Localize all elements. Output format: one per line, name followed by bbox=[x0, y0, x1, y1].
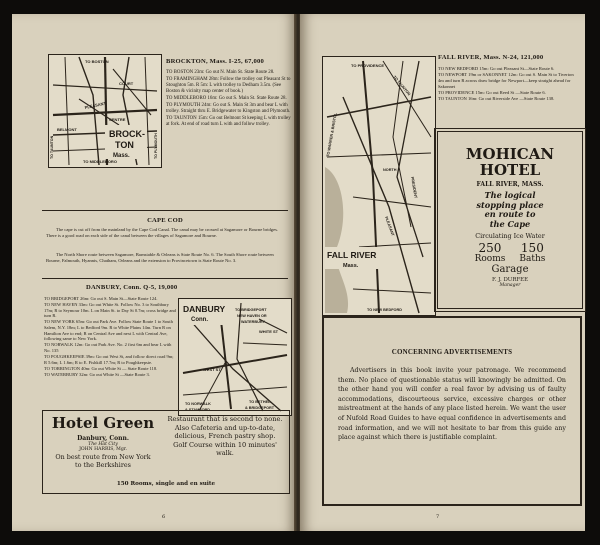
svg-text:Mass.: Mass. bbox=[343, 263, 359, 269]
brockton-map-graphic bbox=[49, 55, 161, 167]
svg-text:DANBURY: DANBURY bbox=[183, 304, 226, 314]
left-page bbox=[12, 14, 296, 531]
hotel-green-left bbox=[45, 415, 161, 469]
baths-label: Baths bbox=[519, 254, 546, 265]
svg-text:COURT: COURT bbox=[119, 81, 134, 86]
slogan-line: en route to bbox=[484, 209, 536, 220]
route-item: TO NEW HAVEN 33m: Go out White St. Follow No. 3 to Southbury 17m; R to Seymour 10m. L on Main St. to Day St 0.7m; cross bridge and turn R. bbox=[44, 302, 176, 319]
svg-text:WHITE ST: WHITE ST bbox=[259, 329, 279, 334]
page-number-left: 6 bbox=[162, 514, 166, 520]
svg-text:WEST ST: WEST ST bbox=[203, 367, 221, 372]
svg-text:TO BETHEL: TO BETHEL bbox=[249, 400, 271, 404]
route-item: TO BRIDGEPORT 26m: Go out S. Main St—State Route 124. bbox=[44, 296, 158, 301]
svg-text:TO NORWALK: TO NORWALK bbox=[185, 402, 211, 406]
route-item: TO NORWALK 12m: Go out Park Ave. No. 2 first 6m and bear L with No. 135 bbox=[44, 342, 172, 353]
hotel-green-tagline: The Hat City bbox=[88, 442, 118, 447]
mohican-slogan bbox=[438, 191, 582, 229]
svg-text:& STAMFORD: & STAMFORD bbox=[185, 408, 211, 412]
hotel-green-footer: 150 Rooms, single and en suite bbox=[116, 481, 216, 487]
svg-text:TO PROVIDENCE: TO PROVIDENCE bbox=[351, 63, 385, 68]
route-item: TO TAUNTON 15m: Go out Belmont St keeping L with trolley at fork. At end of road turn L with and follow trolley. bbox=[166, 116, 291, 128]
hotel-green-description: Restaurant that is second to none. Also Cafeteria and up-to-date, delicious, French pastry shop. Golf Course within 10 minutes' walk. bbox=[167, 415, 283, 458]
hotel-green-proprietor: JOHN HARRIS, Mgr. bbox=[79, 447, 127, 452]
mohican-name-line-2: HOTEL bbox=[479, 161, 541, 179]
page-number-right: 7 bbox=[436, 514, 440, 520]
svg-text:TO PLYMOUTH: TO PLYMOUTH bbox=[154, 133, 158, 159]
mohican-city: FALL RIVER, MASS. bbox=[476, 181, 544, 188]
svg-text:Conn.: Conn. bbox=[191, 317, 208, 323]
advertisements-notice bbox=[322, 316, 582, 506]
hotel-green-city: Danbury, Conn. bbox=[77, 435, 129, 442]
svg-text:NORTH: NORTH bbox=[383, 168, 397, 172]
divider bbox=[42, 210, 288, 211]
fall-river-map-graphic bbox=[323, 57, 435, 315]
svg-text:PLEASANT: PLEASANT bbox=[384, 215, 395, 237]
slogan-line: The logical bbox=[484, 190, 536, 200]
svg-text:PLEASANT: PLEASANT bbox=[84, 100, 107, 110]
right-page bbox=[300, 14, 585, 531]
advertisements-heading: CONCERNING ADVERTISEMENTS bbox=[391, 348, 513, 356]
svg-text:NEW HAVEN OR: NEW HAVEN OR bbox=[237, 314, 267, 318]
advertisements-body: Advertisers in this book invite your patronage. We recommend them. No place of questionable status will knowingly be admitted. On the other hand you will confer a real favor by advising us of faulty accommodations, discourteous service, excessive charges or other mistreatment at the hands of any place listed herein. We want the user of Nufold Road Guides to have equal confidence in advertisements and road information, and we will not hesitate to bar from this guide any place against which there is justifiable complaint. bbox=[338, 367, 566, 442]
svg-text:TO NEW BEDFORD: TO NEW BEDFORD bbox=[367, 308, 402, 312]
route-item: TO WATERBURY 32m: Go out White St —State Route 3. bbox=[44, 371, 150, 377]
hotel-green-name: Hotel Green bbox=[51, 414, 155, 432]
route-item: TO TORRINGTON 40m: Go out White St — State Route 118. bbox=[44, 365, 158, 371]
svg-text:TON: TON bbox=[115, 140, 134, 150]
route-item: TO MIDDLEBORO 16m: Go out S. Main St. State Route 28. bbox=[166, 96, 287, 102]
svg-text:TO BOSTON: TO BOSTON bbox=[85, 59, 109, 64]
baths-number: 150 bbox=[520, 241, 544, 256]
danbury-map bbox=[178, 298, 292, 416]
svg-text:Mass.: Mass. bbox=[113, 153, 130, 159]
fall-river-header: FALL RIVER, Mass. N-24, 121,000 bbox=[438, 54, 544, 61]
svg-text:BELMONT: BELMONT bbox=[57, 127, 77, 132]
brockton-map bbox=[48, 54, 162, 168]
mohican-manager-title: Manager bbox=[499, 283, 521, 289]
fall-river-map bbox=[322, 56, 436, 316]
slogan-line: the Cape bbox=[489, 218, 531, 229]
mohican-hotel-ad bbox=[434, 128, 586, 312]
svg-text:& BRIDGEPORT: & BRIDGEPORT bbox=[245, 406, 275, 410]
slogan-line: stopping place bbox=[476, 199, 544, 210]
route-item: TO POUGHKEEPSIE 39m: Go out West St, and follow direct road 9m; R 5.6m; L 1.6m; R to E. Fishkill 17.7m; R to Poughkeepsie. bbox=[44, 353, 174, 365]
danbury-header: DANBURY, Conn. Q-5, 19,000 bbox=[86, 284, 178, 291]
brockton-header: BROCKTON, Mass. I-25, 67,000 bbox=[166, 58, 264, 65]
route-item: TO TAUNTON 16m: Go out Riverside Ave —State Route 138. bbox=[438, 96, 555, 102]
svg-text:TO TAUNTON: TO TAUNTON bbox=[392, 75, 412, 97]
mohican-water: Circulating Ice Water bbox=[475, 232, 545, 241]
brockton-routes bbox=[166, 70, 292, 129]
route-item: TO FRAMINGHAM 28m: Follow the trolley out Pleasant St to Stoughton 5m. R 5m: L with trolley to Dedham 3.5m. (See Boston & vicinity map center of book.) bbox=[166, 76, 291, 95]
svg-text:TO WARREN & BRISTOL: TO WARREN & BRISTOL bbox=[326, 112, 338, 158]
water-area bbox=[325, 167, 348, 313]
mohican-stats bbox=[438, 242, 582, 264]
divider bbox=[42, 278, 288, 279]
hotel-green-route-1: On best route from New York bbox=[55, 453, 151, 461]
svg-text:PRESIDENT: PRESIDENT bbox=[410, 176, 418, 199]
rooms-label: Rooms bbox=[474, 254, 506, 265]
svg-text:WATERBURY: WATERBURY bbox=[241, 320, 266, 324]
baths-stat bbox=[519, 242, 545, 264]
mohican-name-line-1: MOHICAN bbox=[465, 145, 555, 163]
mohican-content bbox=[438, 146, 582, 288]
cape-cod-paragraph-2: The North Shore route between Sagamore, Barnstable & Orleans is State Route No. 6. The South Shore route between Bourne, Falmouth, Hyannis, Chatham, Orleans and the extension to Provincetown is State Route No. 3. bbox=[46, 252, 274, 264]
cape-cod-heading: CAPE COD bbox=[147, 217, 183, 224]
fall-river-routes bbox=[438, 66, 578, 103]
cape-cod-paragraph-1: The cape is cut off from the mainland by the Cape Cod Canal. The canal may be crossed at Sagamore or Bourne bridges. There is a good road on each side of the canal between the villages of Sagamore and Bourne. bbox=[46, 227, 279, 239]
hotel-green-route-2: to the Berkshires bbox=[75, 461, 131, 469]
mohican-garage: Garage bbox=[491, 264, 529, 276]
hotel-green-ad bbox=[42, 410, 290, 494]
svg-text:CENTRE: CENTRE bbox=[109, 117, 126, 122]
route-item: TO NEW YORK 65m: Go out Park Ave. Follow State Route 1 to South Salem, N.Y. 18m; L to Bedford 9m. R to White Plains 14m. Turn R on Hamilton Ave to end; R on Central Ave and next L with Central Ave, following same to New York. bbox=[44, 319, 173, 342]
mohican-manager-name: F. J. DURFEE bbox=[491, 277, 529, 284]
danbury-map-graphic bbox=[179, 299, 291, 415]
rooms-stat bbox=[475, 242, 506, 264]
route-item: TO BOSTON 23m: Go out N. Main St. State Route 28. bbox=[166, 70, 275, 75]
route-item: TO NEW BEDFORD 15m: Go out Pleasant St—State Route 6. bbox=[438, 66, 555, 71]
svg-text:TO BRIDGEPORT: TO BRIDGEPORT bbox=[235, 308, 267, 312]
route-item: TO PROVIDENCE 15m: Go out Reed St —State Route 6. bbox=[438, 90, 546, 96]
svg-text:TO TAUNTON: TO TAUNTON bbox=[50, 135, 54, 159]
route-item: TO NEWPORT 19m or SAKONNET 12m: Go out S. Main St to Tiverton 4m and turn R across draw bridge for Newport—keep straight ahead for Sakonnet bbox=[438, 72, 574, 89]
svg-text:BROCK-: BROCK- bbox=[109, 129, 145, 139]
svg-text:TO MIDDLEBORO: TO MIDDLEBORO bbox=[83, 159, 117, 164]
svg-text:FALL RIVER: FALL RIVER bbox=[327, 250, 377, 260]
rooms-number: 250 bbox=[478, 241, 502, 256]
route-item: TO PLYMOUTH 24m: Go out S. Main St 3m and bear L with trolley. Straight thru E. Bridgewater to Kingston and Plymouth. bbox=[166, 102, 291, 115]
danbury-routes bbox=[44, 296, 176, 378]
